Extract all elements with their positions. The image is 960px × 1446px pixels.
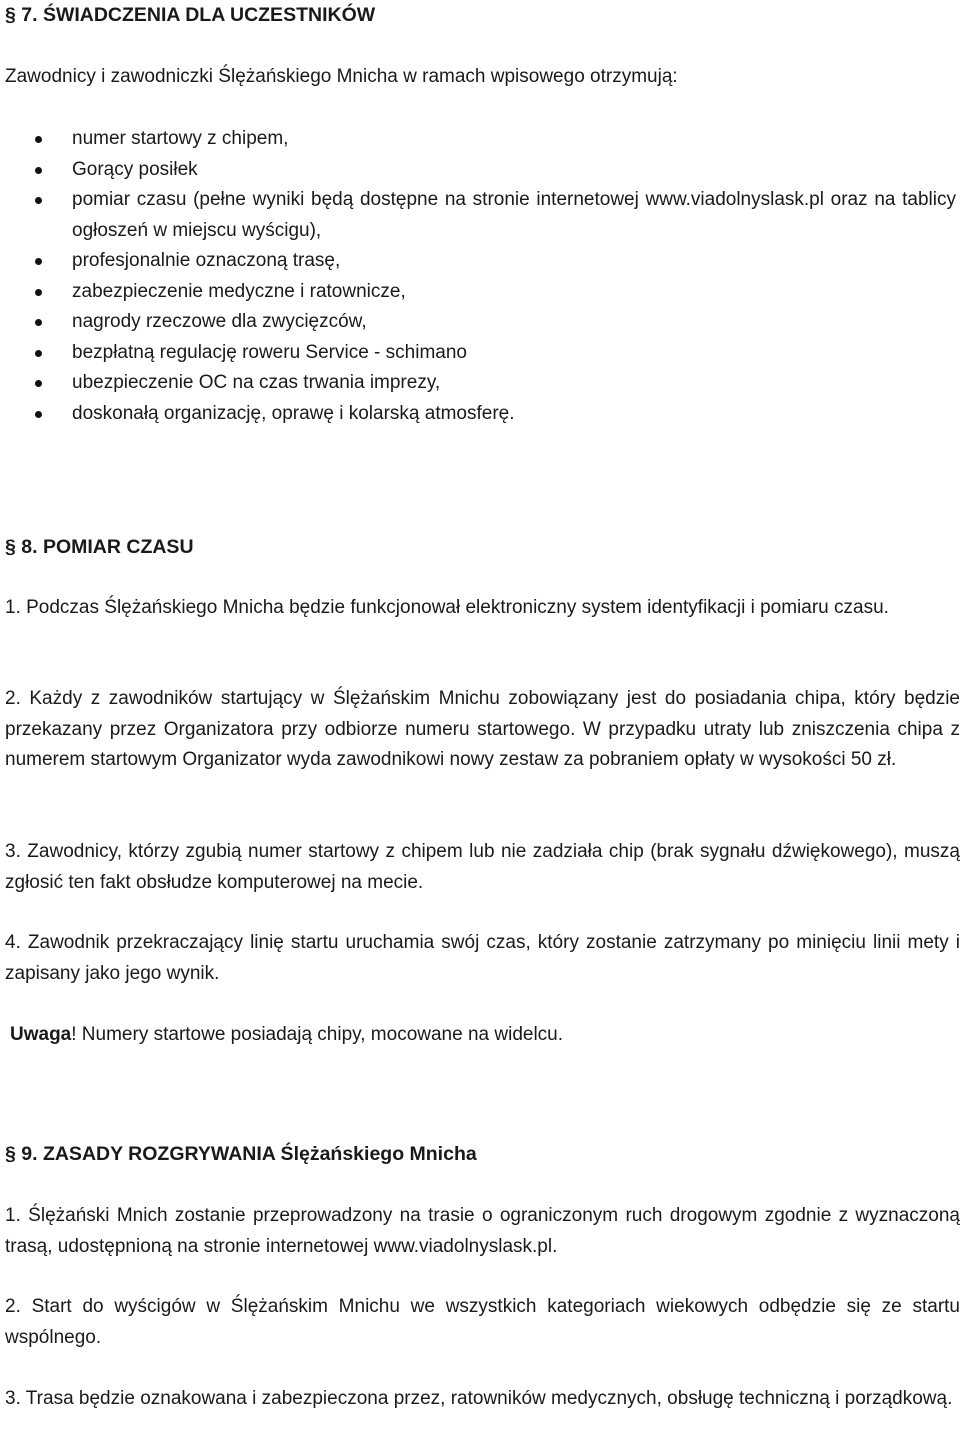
bullet-icon: [35, 136, 42, 143]
list-item: profesjonalnie oznaczoną trasę,: [0, 246, 960, 277]
bullet-icon: [35, 319, 42, 326]
list-item: doskonałą organizację, oprawę i kolarską atmosferę.: [0, 399, 960, 430]
list-item: Gorący posiłek: [0, 155, 960, 186]
section-9-heading: § 9. ZASADY ROZGRYWANIA Ślężańskiego Mnicha: [5, 1143, 477, 1165]
note-text: ! Numery startowe posiadają chipy, mocowane na widelcu.: [71, 1024, 564, 1045]
benefits-list: [0, 124, 960, 429]
bullet-icon: [35, 380, 42, 387]
bullet-icon: [35, 289, 42, 296]
bullet-icon: [35, 197, 42, 204]
list-item: bezpłatną regulację roweru Service - schimano: [0, 338, 960, 369]
section-7-intro: Zawodnicy i zawodniczki Ślężańskiego Mnicha w ramach wpisowego otrzymują:: [5, 66, 678, 87]
list-item: numer startowy z chipem,: [0, 124, 960, 155]
section-9-paragraph-3: 3. Trasa będzie oznakowana i zabezpieczona przez, ratowników medycznych, obsługę techniczną i porządkową.: [5, 1388, 953, 1409]
list-item: pomiar czasu (pełne wyniki będą dostępne na stronie internetowej www.viadolnyslask.pl oraz na tablicy ogłoszeń w miejscu wyścigu),: [0, 185, 960, 246]
section-7-heading: § 7. ŚWIADCZENIA DLA UCZESTNIKÓW: [5, 4, 376, 26]
section-8-heading: § 8. POMIAR CZASU: [5, 536, 194, 558]
section-8-paragraph-2: 2. Każdy z zawodników startujący w Ślężańskim Mnichu zobowiązany jest do posiadania chipa, który będzie przekazany przez Organizatora przy odbiorze numeru startowego. W przypadku utraty lub zniszczenia chipa z numerem startowym Organizator wyda zawodnikowi nowy zestaw za pobraniem opłaty w wysokości 50 zł.: [5, 688, 960, 770]
list-item: zabezpieczenie medyczne i ratownicze,: [0, 277, 960, 308]
section-8-paragraph-4: 4. Zawodnik przekraczający linię startu uruchamia swój czas, który zostanie zatrzymany po minięciu linii mety i zapisany jako jego wynik.: [5, 932, 960, 984]
bullet-icon: [35, 258, 42, 265]
chip-note: [10, 1020, 563, 1051]
note-label: Uwaga: [10, 1024, 72, 1045]
section-8-paragraph-3: 3. Zawodnicy, którzy zgubią numer startowy z chipem lub nie zadziała chip (brak sygnału dźwiękowego), muszą zgłosić ten fakt obsłudze komputerowej na mecie.: [5, 841, 960, 893]
bullet-icon: [35, 167, 42, 174]
section-9-paragraph-1: 1. Ślężański Mnich zostanie przeprowadzony na trasie o ograniczonym ruch drogowym zgodnie z wyznaczoną trasą, udostępnioną na stronie internetowej www.viadolnyslask.pl.: [5, 1205, 960, 1257]
list-item: nagrody rzeczowe dla zwycięzców,: [0, 307, 960, 338]
bullet-icon: [35, 350, 42, 357]
section-9-paragraph-2: 2. Start do wyścigów w Ślężańskim Mnichu we wszystkich kategoriach wiekowych odbędzie się ze startu wspólnego.: [5, 1296, 960, 1348]
list-item: ubezpieczenie OC na czas trwania imprezy,: [0, 368, 960, 399]
bullet-icon: [35, 411, 42, 418]
section-8-paragraph-1: 1. Podczas Ślężańskiego Mnicha będzie funkcjonował elektroniczny system identyfikacji i pomiaru czasu.: [5, 597, 889, 618]
